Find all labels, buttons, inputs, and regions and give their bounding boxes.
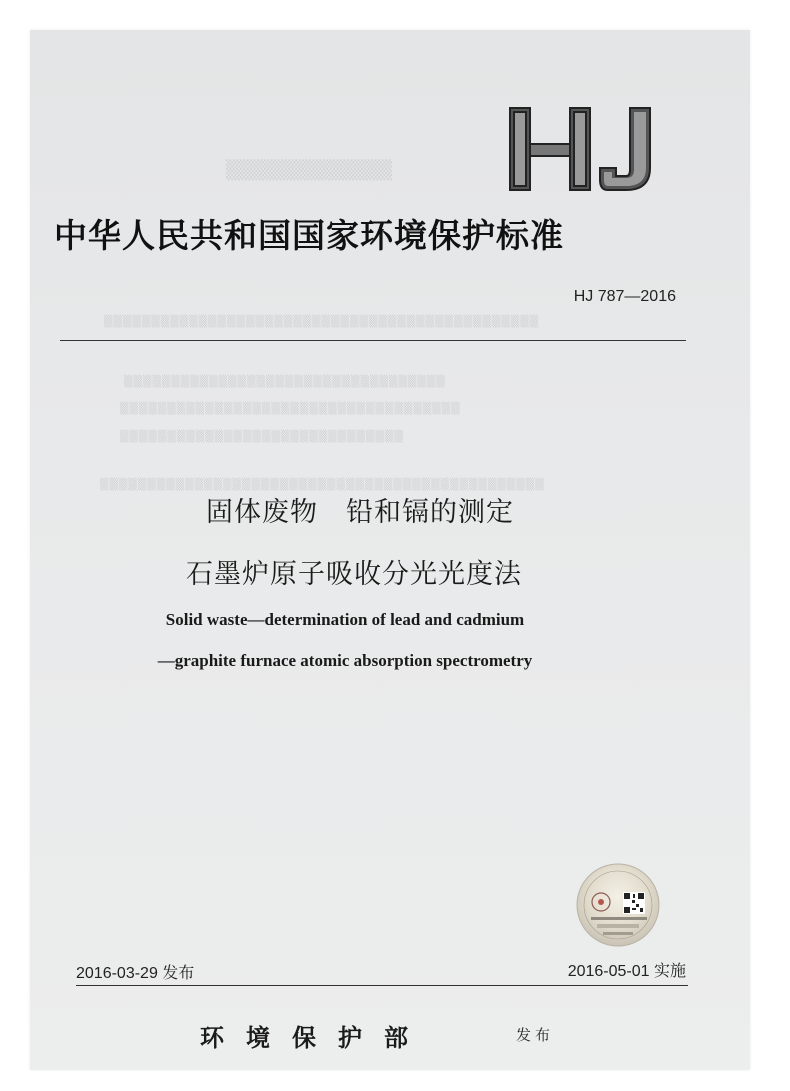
chinese-title-line-2: 石墨炉原子吸收分光光度法 xyxy=(186,559,522,590)
bottom-divider xyxy=(76,985,688,986)
english-title-line-1: Solid waste—determination of lead and cadmium xyxy=(165,610,525,629)
ghost-text: ▒▒▒▒▒▒▒▒▒▒▒▒▒▒▒▒▒▒▒▒▒▒▒▒▒▒▒▒▒▒▒▒▒▒▒▒▒▒▒▒▒▒▒▒▒▒▒ xyxy=(100,478,545,491)
publisher-suffix: 发布 xyxy=(516,1026,555,1044)
ghost-text: ▒▒▒▒▒▒▒▒▒▒▒▒ xyxy=(226,160,393,181)
issue-date: 2016-03-29 发布 xyxy=(76,965,195,982)
implementation-date: 2016-05-01 实施 xyxy=(567,963,686,980)
hj-logo xyxy=(508,106,658,192)
anti-counterfeit-seal xyxy=(575,862,661,948)
publisher-name: 环境保护部 xyxy=(200,1023,430,1052)
ghost-text: ▒▒▒▒▒▒▒▒▒▒▒▒▒▒▒▒▒▒▒▒▒▒▒▒▒▒▒▒▒▒▒▒▒▒▒▒▒▒▒▒▒▒▒▒▒▒ xyxy=(104,315,540,328)
standard-number: HJ 787—2016 xyxy=(573,288,676,305)
ghost-text: ▒▒▒▒▒▒▒▒▒▒▒▒▒▒▒▒▒▒▒▒▒▒▒▒▒▒▒▒▒▒ xyxy=(120,430,404,443)
header-title: 中华人民共和国国家环境保护标准 xyxy=(54,216,564,255)
ghost-text: ▒▒▒▒▒▒▒▒▒▒▒▒▒▒▒▒▒▒▒▒▒▒▒▒▒▒▒▒▒▒▒▒▒▒▒▒ xyxy=(120,402,461,415)
english-title-line-2: —graphite furnace atomic absorption spectrometry xyxy=(157,651,533,670)
ghost-text: ▒▒▒▒▒▒▒▒▒▒▒▒▒▒▒▒▒▒▒▒▒▒▒▒▒▒▒▒▒▒▒▒▒▒ xyxy=(124,375,446,388)
chinese-title-line-1: 固体废物 铅和镉的测定 xyxy=(206,497,514,528)
standard-cover xyxy=(30,30,750,1070)
top-divider xyxy=(60,340,686,341)
